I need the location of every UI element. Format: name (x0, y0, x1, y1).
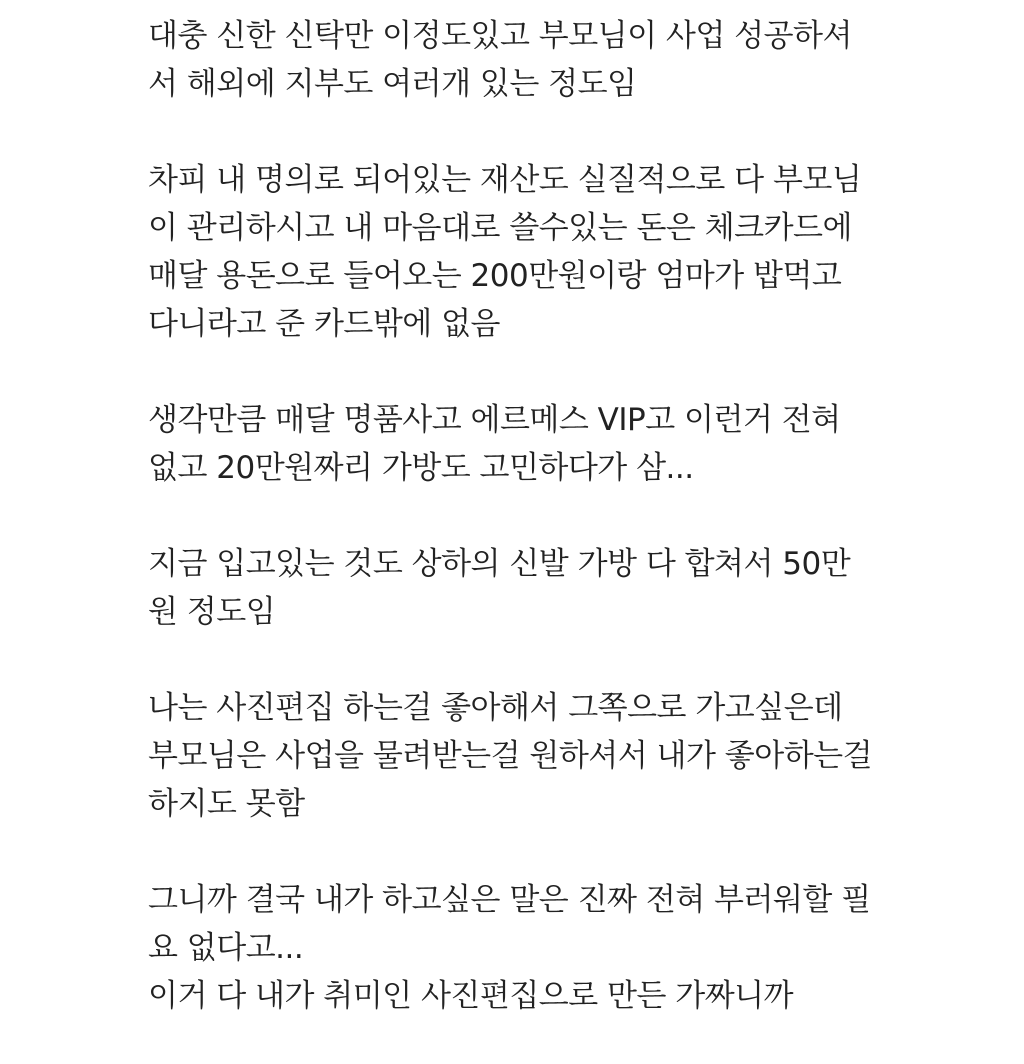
text-line: 생각만큼 매달 명품사고 에르메스 VIP고 이런거 전혀 (148, 402, 841, 438)
text-line: 이거 다 내가 취미인 사진편집으로 만든 가짜니까 (148, 978, 794, 1014)
post-body (148, 12, 888, 1020)
text-line: 매달 용돈으로 들어오는 200만원이랑 엄마가 밥먹고 (148, 258, 842, 294)
paragraph-outfit-cost (148, 540, 888, 636)
text-line: 서 해외에 지부도 여러개 있는 정도임 (148, 66, 637, 102)
text-line: 나는 사진편집 하는걸 좋아해서 그쪽으로 가고싶은데 (148, 690, 843, 726)
paragraph-no-luxury (148, 396, 888, 492)
text-line: 지금 입고있는 것도 상하의 신발 가방 다 합쳐서 50만 (148, 546, 851, 582)
text-line: 부모님은 사업을 물려받는걸 원하셔서 내가 좋아하는걸 (148, 738, 873, 774)
text-line: 요 없다고... (148, 930, 304, 966)
paragraph-trust-and-business (148, 12, 888, 108)
paragraph-photo-editing (148, 684, 888, 828)
paragraph-allowance (148, 156, 888, 348)
text-line: 차피 내 명의로 되어있는 재산도 실질적으로 다 부모님 (148, 162, 862, 198)
text-line: 없고 20만원짜리 가방도 고민하다가 삼... (148, 450, 694, 486)
text-line: 이 관리하시고 내 마음대로 쓸수있는 돈은 체크카드에 (148, 210, 852, 246)
paragraph-conclusion (148, 876, 888, 1020)
text-line: 대충 신한 신탁만 이정도있고 부모님이 사업 성공하셔 (148, 18, 852, 54)
text-line: 하지도 못함 (148, 786, 305, 822)
text-line: 다니라고 준 카드밖에 없음 (148, 306, 500, 342)
text-line: 그니까 결국 내가 하고싶은 말은 진짜 전혀 부러워할 필 (148, 882, 871, 918)
text-line: 원 정도임 (148, 594, 276, 630)
